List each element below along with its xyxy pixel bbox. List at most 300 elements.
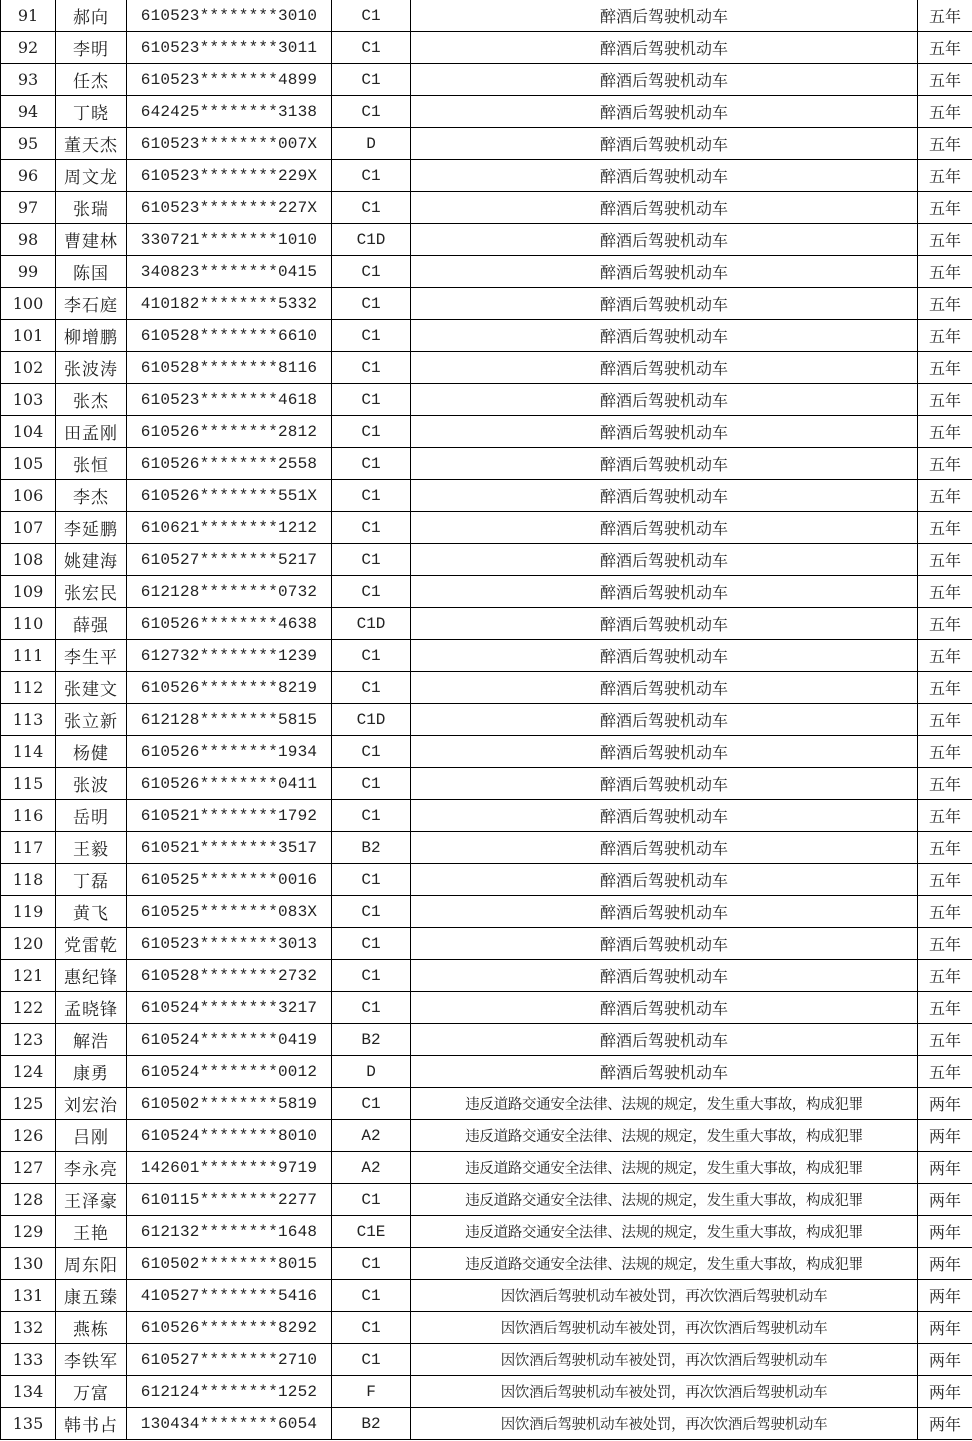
person-name: 韩书占	[56, 1408, 127, 1440]
id-number: 610521********1792	[127, 800, 332, 832]
violation-reason: 违反道路交通安全法律、法规的规定，发生重大事故，构成犯罪	[411, 1088, 918, 1120]
ban-period: 五年	[918, 704, 972, 736]
ban-period: 两年	[918, 1376, 972, 1408]
license-class: C1	[332, 1344, 411, 1376]
person-name: 李明	[56, 32, 127, 64]
row-number: 126	[1, 1120, 56, 1152]
row-number: 94	[1, 96, 56, 128]
violation-reason: 醉酒后驾驶机动车	[411, 288, 918, 320]
table-row	[1, 192, 972, 224]
table-row	[1, 1280, 972, 1312]
person-name: 柳增鹏	[56, 320, 127, 352]
person-name: 李永亮	[56, 1152, 127, 1184]
license-class: C1	[332, 512, 411, 544]
id-number: 610521********3517	[127, 832, 332, 864]
ban-period: 五年	[918, 512, 972, 544]
person-name: 李石庭	[56, 288, 127, 320]
violation-reason: 醉酒后驾驶机动车	[411, 96, 918, 128]
id-number: 610526********1934	[127, 736, 332, 768]
person-name: 张建文	[56, 672, 127, 704]
row-number: 134	[1, 1376, 56, 1408]
license-class: B2	[332, 1408, 411, 1440]
violation-reason: 醉酒后驾驶机动车	[411, 320, 918, 352]
row-number: 135	[1, 1408, 56, 1440]
person-name: 田孟刚	[56, 416, 127, 448]
ban-period: 两年	[918, 1408, 972, 1440]
row-number: 91	[1, 0, 56, 32]
row-number: 109	[1, 576, 56, 608]
ban-period: 两年	[918, 1184, 972, 1216]
row-number: 130	[1, 1248, 56, 1280]
license-class: C1	[332, 800, 411, 832]
license-class: C1	[332, 768, 411, 800]
table-row	[1, 64, 972, 96]
row-number: 98	[1, 224, 56, 256]
id-number: 610526********4638	[127, 608, 332, 640]
id-number: 610523********227X	[127, 192, 332, 224]
row-number: 108	[1, 544, 56, 576]
person-name: 康五臻	[56, 1280, 127, 1312]
person-name: 曹建林	[56, 224, 127, 256]
ban-period: 五年	[918, 320, 972, 352]
id-number: 610523********3010	[127, 0, 332, 32]
license-class: C1	[332, 1248, 411, 1280]
id-number: 610523********4618	[127, 384, 332, 416]
id-number: 610524********3217	[127, 992, 332, 1024]
person-name: 李杰	[56, 480, 127, 512]
violation-reason: 因饮酒后驾驶机动车被处罚，再次饮酒后驾驶机动车	[411, 1312, 918, 1344]
id-number: 612128********5815	[127, 704, 332, 736]
violation-reason: 醉酒后驾驶机动车	[411, 960, 918, 992]
violation-reason: 违反道路交通安全法律、法规的规定，发生重大事故，构成犯罪	[411, 1184, 918, 1216]
ban-period: 五年	[918, 256, 972, 288]
row-number: 133	[1, 1344, 56, 1376]
license-class: C1	[332, 896, 411, 928]
row-number: 116	[1, 800, 56, 832]
table-row	[1, 384, 972, 416]
person-name: 周文龙	[56, 160, 127, 192]
violation-reason: 醉酒后驾驶机动车	[411, 800, 918, 832]
ban-period: 五年	[918, 288, 972, 320]
violation-reason: 醉酒后驾驶机动车	[411, 512, 918, 544]
row-number: 129	[1, 1216, 56, 1248]
table-row	[1, 1312, 972, 1344]
table-row	[1, 320, 972, 352]
ban-period: 五年	[918, 928, 972, 960]
violation-reason: 醉酒后驾驶机动车	[411, 192, 918, 224]
license-class: D	[332, 1056, 411, 1088]
violation-reason: 醉酒后驾驶机动车	[411, 128, 918, 160]
row-number: 112	[1, 672, 56, 704]
violation-reason: 醉酒后驾驶机动车	[411, 224, 918, 256]
license-class: C1	[332, 1312, 411, 1344]
id-number: 610526********551X	[127, 480, 332, 512]
id-number: 610526********0411	[127, 768, 332, 800]
violation-reason: 醉酒后驾驶机动车	[411, 992, 918, 1024]
table-row	[1, 1184, 972, 1216]
row-number: 95	[1, 128, 56, 160]
row-number: 93	[1, 64, 56, 96]
table-row	[1, 768, 972, 800]
license-class: F	[332, 1376, 411, 1408]
license-class: C1	[332, 544, 411, 576]
table-row	[1, 1408, 972, 1440]
ban-period: 两年	[918, 1312, 972, 1344]
license-class: C1	[332, 96, 411, 128]
row-number: 114	[1, 736, 56, 768]
license-class: C1	[332, 480, 411, 512]
person-name: 张瑞	[56, 192, 127, 224]
id-number: 642425********3138	[127, 96, 332, 128]
id-number: 612128********0732	[127, 576, 332, 608]
row-number: 121	[1, 960, 56, 992]
violation-reason: 醉酒后驾驶机动车	[411, 480, 918, 512]
table-row	[1, 480, 972, 512]
row-number: 122	[1, 992, 56, 1024]
id-number: 610524********8010	[127, 1120, 332, 1152]
person-name: 薛强	[56, 608, 127, 640]
table-row	[1, 128, 972, 160]
license-class: C1	[332, 384, 411, 416]
violation-reason: 因饮酒后驾驶机动车被处罚，再次饮酒后驾驶机动车	[411, 1344, 918, 1376]
table-row	[1, 832, 972, 864]
id-number: 610527********5217	[127, 544, 332, 576]
license-class: C1	[332, 288, 411, 320]
violation-reason: 醉酒后驾驶机动车	[411, 256, 918, 288]
table-row	[1, 608, 972, 640]
license-class: C1	[332, 960, 411, 992]
ban-period: 两年	[918, 1248, 972, 1280]
ban-period: 五年	[918, 576, 972, 608]
ban-period: 两年	[918, 1088, 972, 1120]
license-class: A2	[332, 1152, 411, 1184]
row-number: 115	[1, 768, 56, 800]
row-number: 110	[1, 608, 56, 640]
table-row	[1, 448, 972, 480]
ban-period: 五年	[918, 640, 972, 672]
row-number: 105	[1, 448, 56, 480]
person-name: 张立新	[56, 704, 127, 736]
table-row	[1, 1152, 972, 1184]
license-class: C1	[332, 864, 411, 896]
license-class: B2	[332, 1024, 411, 1056]
license-class: C1	[332, 1184, 411, 1216]
row-number: 127	[1, 1152, 56, 1184]
ban-period: 五年	[918, 544, 972, 576]
violation-reason: 醉酒后驾驶机动车	[411, 0, 918, 32]
violation-reason: 醉酒后驾驶机动车	[411, 832, 918, 864]
row-number: 120	[1, 928, 56, 960]
id-number: 142601********9719	[127, 1152, 332, 1184]
id-number: 610527********2710	[127, 1344, 332, 1376]
table-row	[1, 1120, 972, 1152]
person-name: 张恒	[56, 448, 127, 480]
ban-period: 五年	[918, 800, 972, 832]
id-number: 610524********0419	[127, 1024, 332, 1056]
table-row	[1, 672, 972, 704]
person-name: 张波	[56, 768, 127, 800]
ban-period: 五年	[918, 192, 972, 224]
license-class: A2	[332, 1120, 411, 1152]
license-class: C1	[332, 672, 411, 704]
violation-reason: 违反道路交通安全法律、法规的规定，发生重大事故，构成犯罪	[411, 1216, 918, 1248]
violation-reason: 因饮酒后驾驶机动车被处罚，再次饮酒后驾驶机动车	[411, 1376, 918, 1408]
person-name: 岳明	[56, 800, 127, 832]
person-name: 姚建海	[56, 544, 127, 576]
id-number: 610502********8015	[127, 1248, 332, 1280]
table-row	[1, 416, 972, 448]
license-class: C1	[332, 32, 411, 64]
license-class: B2	[332, 832, 411, 864]
row-number: 111	[1, 640, 56, 672]
violation-reason: 醉酒后驾驶机动车	[411, 896, 918, 928]
person-name: 燕栋	[56, 1312, 127, 1344]
row-number: 128	[1, 1184, 56, 1216]
table-row	[1, 992, 972, 1024]
ban-period: 五年	[918, 960, 972, 992]
license-class: C1	[332, 928, 411, 960]
id-number: 340823********0415	[127, 256, 332, 288]
ban-period: 两年	[918, 1216, 972, 1248]
id-number: 610523********3011	[127, 32, 332, 64]
person-name: 康勇	[56, 1056, 127, 1088]
ban-period: 五年	[918, 352, 972, 384]
row-number: 103	[1, 384, 56, 416]
license-class: C1	[332, 192, 411, 224]
ban-period: 两年	[918, 1280, 972, 1312]
ban-period: 五年	[918, 416, 972, 448]
license-class: D	[332, 128, 411, 160]
ban-period: 五年	[918, 0, 972, 32]
license-class: C1D	[332, 704, 411, 736]
violation-reason: 醉酒后驾驶机动车	[411, 160, 918, 192]
license-class: C1	[332, 0, 411, 32]
row-number: 131	[1, 1280, 56, 1312]
ban-period: 五年	[918, 160, 972, 192]
id-number: 610526********2558	[127, 448, 332, 480]
violation-reason: 醉酒后驾驶机动车	[411, 32, 918, 64]
license-class: C1	[332, 576, 411, 608]
row-number: 118	[1, 864, 56, 896]
id-number: 610525********083X	[127, 896, 332, 928]
table-body	[1, 0, 972, 1440]
table-row	[1, 928, 972, 960]
person-name: 丁磊	[56, 864, 127, 896]
violation-reason: 醉酒后驾驶机动车	[411, 416, 918, 448]
table-row	[1, 864, 972, 896]
ban-period: 五年	[918, 128, 972, 160]
ban-period: 五年	[918, 768, 972, 800]
row-number: 92	[1, 32, 56, 64]
id-number: 610528********6610	[127, 320, 332, 352]
table-row	[1, 800, 972, 832]
person-name: 陈国	[56, 256, 127, 288]
license-class: C1E	[332, 1216, 411, 1248]
ban-period: 五年	[918, 864, 972, 896]
table-row	[1, 544, 972, 576]
row-number: 132	[1, 1312, 56, 1344]
id-number: 610524********0012	[127, 1056, 332, 1088]
license-class: C1	[332, 736, 411, 768]
license-class: C1	[332, 416, 411, 448]
person-name: 李延鹏	[56, 512, 127, 544]
id-number: 610523********3013	[127, 928, 332, 960]
id-number: 130434********6054	[127, 1408, 332, 1440]
ban-period: 五年	[918, 64, 972, 96]
row-number: 117	[1, 832, 56, 864]
table-row	[1, 1088, 972, 1120]
violation-reason: 醉酒后驾驶机动车	[411, 1056, 918, 1088]
id-number: 610502********5819	[127, 1088, 332, 1120]
id-number: 410182********5332	[127, 288, 332, 320]
table-row	[1, 256, 972, 288]
license-class: C1	[332, 320, 411, 352]
id-number: 610115********2277	[127, 1184, 332, 1216]
license-class: C1D	[332, 224, 411, 256]
id-number: 612132********1648	[127, 1216, 332, 1248]
id-number: 610528********8116	[127, 352, 332, 384]
person-name: 李生平	[56, 640, 127, 672]
table-row	[1, 288, 972, 320]
table-row	[1, 1248, 972, 1280]
violation-reason: 醉酒后驾驶机动车	[411, 704, 918, 736]
id-number: 610523********4899	[127, 64, 332, 96]
person-name: 周东阳	[56, 1248, 127, 1280]
ban-period: 五年	[918, 608, 972, 640]
person-name: 张宏民	[56, 576, 127, 608]
table-row	[1, 1376, 972, 1408]
violation-reason: 醉酒后驾驶机动车	[411, 608, 918, 640]
ban-period: 五年	[918, 96, 972, 128]
person-name: 王泽豪	[56, 1184, 127, 1216]
row-number: 123	[1, 1024, 56, 1056]
row-number: 113	[1, 704, 56, 736]
row-number: 96	[1, 160, 56, 192]
ban-period: 五年	[918, 1024, 972, 1056]
row-number: 102	[1, 352, 56, 384]
person-name: 张杰	[56, 384, 127, 416]
ban-period: 五年	[918, 832, 972, 864]
ban-period: 五年	[918, 480, 972, 512]
person-name: 王艳	[56, 1216, 127, 1248]
person-name: 惠纪锋	[56, 960, 127, 992]
violation-reason: 因饮酒后驾驶机动车被处罚，再次饮酒后驾驶机动车	[411, 1280, 918, 1312]
row-number: 99	[1, 256, 56, 288]
person-name: 党雷乾	[56, 928, 127, 960]
row-number: 100	[1, 288, 56, 320]
table-row	[1, 640, 972, 672]
license-class: C1	[332, 448, 411, 480]
violation-reason: 醉酒后驾驶机动车	[411, 1024, 918, 1056]
table-row	[1, 704, 972, 736]
id-number: 610523********229X	[127, 160, 332, 192]
person-name: 王毅	[56, 832, 127, 864]
ban-period: 两年	[918, 1120, 972, 1152]
violation-reason: 醉酒后驾驶机动车	[411, 672, 918, 704]
id-number: 610523********007X	[127, 128, 332, 160]
ban-period: 五年	[918, 32, 972, 64]
row-number: 106	[1, 480, 56, 512]
license-class: C1D	[332, 608, 411, 640]
ban-period: 五年	[918, 224, 972, 256]
ban-period: 五年	[918, 896, 972, 928]
violation-reason: 醉酒后驾驶机动车	[411, 640, 918, 672]
ban-period: 五年	[918, 736, 972, 768]
row-number: 97	[1, 192, 56, 224]
license-class: C1	[332, 64, 411, 96]
person-name: 董天杰	[56, 128, 127, 160]
id-number: 610526********8219	[127, 672, 332, 704]
table-row	[1, 576, 972, 608]
row-number: 107	[1, 512, 56, 544]
license-class: C1	[332, 160, 411, 192]
license-class: C1	[332, 352, 411, 384]
table-row	[1, 1344, 972, 1376]
license-class: C1	[332, 992, 411, 1024]
violation-reason: 醉酒后驾驶机动车	[411, 928, 918, 960]
id-number: 610526********2812	[127, 416, 332, 448]
violation-reason: 醉酒后驾驶机动车	[411, 576, 918, 608]
violation-reason: 醉酒后驾驶机动车	[411, 768, 918, 800]
license-class: C1	[332, 1088, 411, 1120]
person-name: 李铁军	[56, 1344, 127, 1376]
table-row	[1, 1024, 972, 1056]
violation-reason: 醉酒后驾驶机动车	[411, 864, 918, 896]
table-row	[1, 224, 972, 256]
person-name: 刘宏治	[56, 1088, 127, 1120]
violation-reason: 醉酒后驾驶机动车	[411, 352, 918, 384]
violation-reason: 醉酒后驾驶机动车	[411, 736, 918, 768]
license-class: C1	[332, 256, 411, 288]
violation-reason: 违反道路交通安全法律、法规的规定，发生重大事故，构成犯罪	[411, 1152, 918, 1184]
id-number: 610526********8292	[127, 1312, 332, 1344]
row-number: 104	[1, 416, 56, 448]
violation-reason: 违反道路交通安全法律、法规的规定，发生重大事故，构成犯罪	[411, 1248, 918, 1280]
table-row	[1, 1056, 972, 1088]
table-row	[1, 960, 972, 992]
violation-reason: 醉酒后驾驶机动车	[411, 448, 918, 480]
id-number: 610528********2732	[127, 960, 332, 992]
person-name: 万富	[56, 1376, 127, 1408]
person-name: 丁晓	[56, 96, 127, 128]
row-number: 124	[1, 1056, 56, 1088]
table-row	[1, 352, 972, 384]
id-number: 610525********0016	[127, 864, 332, 896]
ban-period: 五年	[918, 992, 972, 1024]
violation-reason: 违反道路交通安全法律、法规的规定，发生重大事故，构成犯罪	[411, 1120, 918, 1152]
person-name: 郝向	[56, 0, 127, 32]
violation-reason: 醉酒后驾驶机动车	[411, 64, 918, 96]
person-name: 孟晓锋	[56, 992, 127, 1024]
ban-period: 五年	[918, 1056, 972, 1088]
ban-period: 两年	[918, 1152, 972, 1184]
ban-period: 五年	[918, 448, 972, 480]
violation-reason: 醉酒后驾驶机动车	[411, 384, 918, 416]
table-row	[1, 160, 972, 192]
id-number: 410527********5416	[127, 1280, 332, 1312]
license-class: C1	[332, 1280, 411, 1312]
license-class: C1	[332, 640, 411, 672]
table-row	[1, 896, 972, 928]
table-row	[1, 96, 972, 128]
violation-reason: 因饮酒后驾驶机动车被处罚，再次饮酒后驾驶机动车	[411, 1408, 918, 1440]
table-row	[1, 1216, 972, 1248]
id-number: 612124********1252	[127, 1376, 332, 1408]
ban-period: 五年	[918, 384, 972, 416]
person-name: 张波涛	[56, 352, 127, 384]
table-row	[1, 32, 972, 64]
ban-period: 五年	[918, 672, 972, 704]
